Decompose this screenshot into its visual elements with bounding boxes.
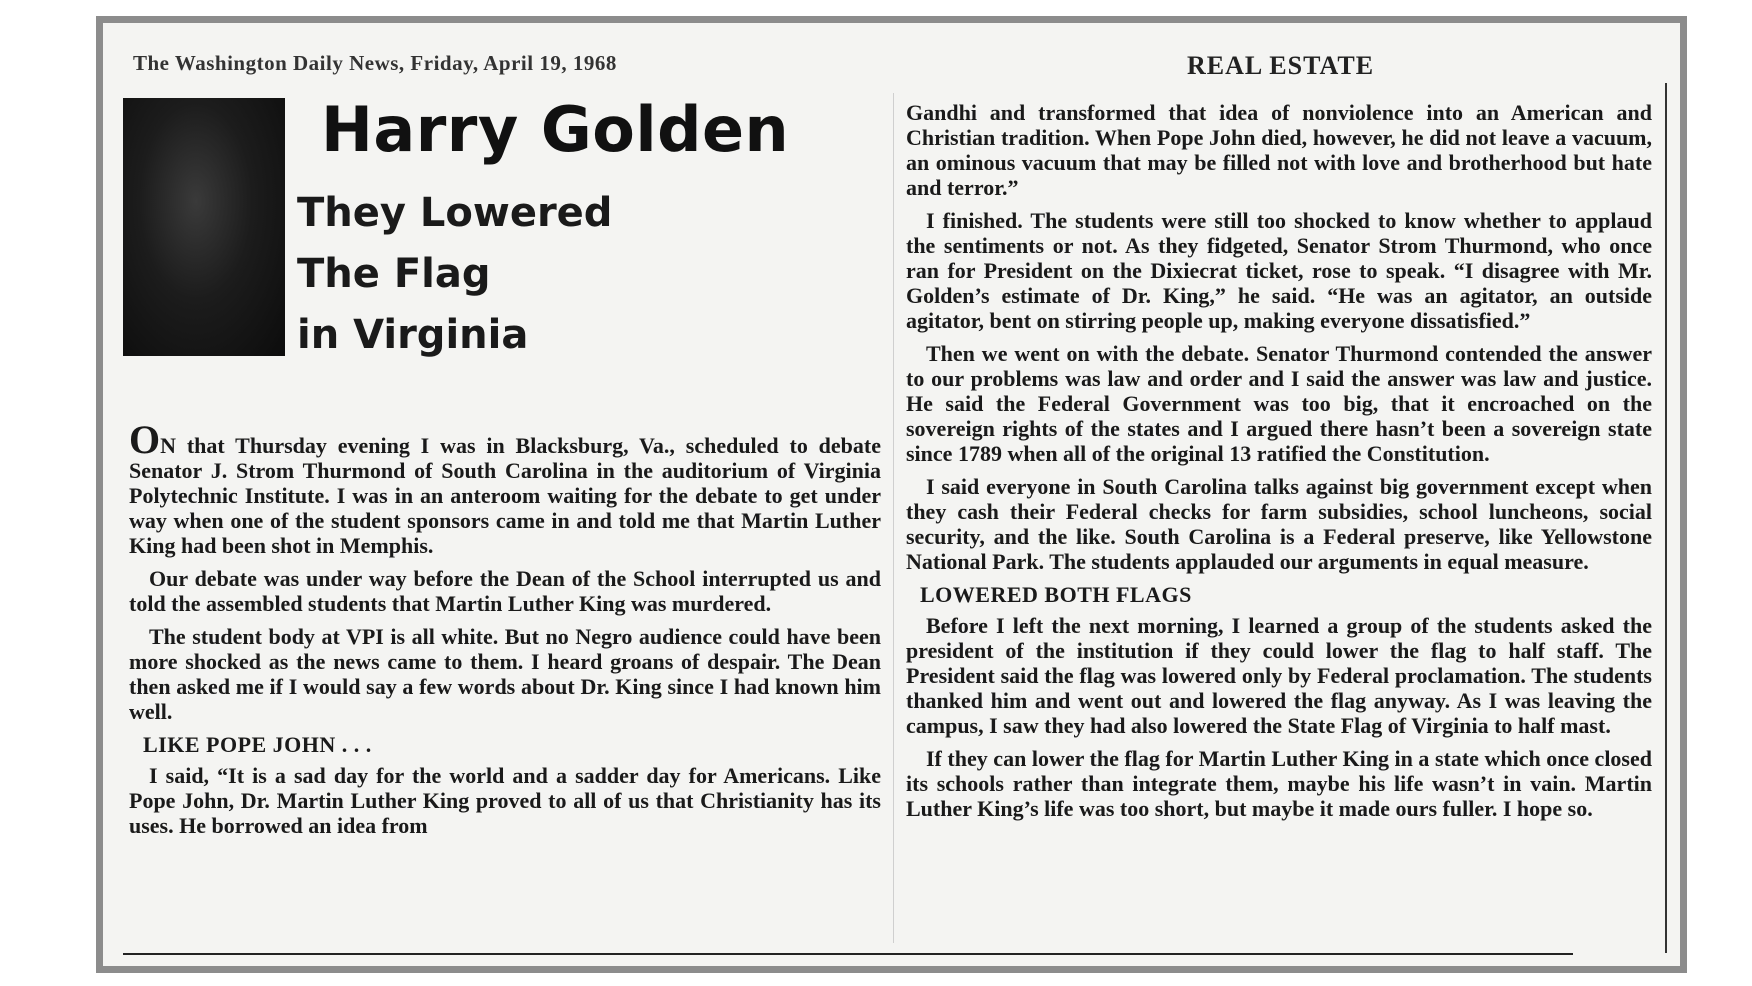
right-paragraph-4: I said everyone in South Carolina talks against big government except when they cash their Federal checks for farm subsidies, school luncheons, social security, and the like. South Carolina is a Federal preserve, like Yellowstone National Park. The students applauded our arguments in equal measure. xyxy=(906,474,1652,574)
right-paragraph-2: I finished. The students were still too shocked to know whether to applaud the sentiments or not. As they fidgeted, Senator Strom Thurmond, who once ran for President on the Dixiecrat ticket, rose to speak. “I disagree with Mr. Golden’s estimate of Dr. King,” he said. “He was an agitator, an outside agitator, bent on stirring people up, making everyone dissatisfied.” xyxy=(906,208,1652,333)
headline-line-2: The Flag xyxy=(297,251,491,297)
left-paragraph-1-text: N that Thursday evening I was in Blacksburg, Va., scheduled to debate Senator J. Strom Thurmond of South Carolina in the auditorium of Virginia Polytechnic Institute. I was in an anteroom waiting for the debate to get under way when one of the student sponsors came in and told me that Martin Luther King had been shot in Memphis. xyxy=(129,433,881,558)
left-paragraph-4: I said, “It is a sad day for the world and a sadder day for Americans. Like Pope John, Dr. Martin Luther King proved to all of us that Christianity has its uses. He borrowed an idea from xyxy=(129,763,881,838)
bottom-rule xyxy=(123,953,1573,955)
left-paragraph-3: The student body at VPI is all white. But no Negro audience could have been more shocked as the news came to them. I heard groans of despair. The Dean then asked me if I would say a few words about Dr. King since I had known him well. xyxy=(129,624,881,724)
left-paragraph-1 xyxy=(129,417,881,558)
right-paragraph-6: If they can lower the flag for Martin Luther King in a state which once closed its schools rather than integrate them, maybe his life wasn’t in vain. Martin Luther King’s life was too short, but maybe it made ours fuller. I hope so. xyxy=(906,746,1652,821)
headline xyxy=(297,183,612,366)
byline: Harry Golden xyxy=(321,93,790,166)
newspaper-clipping xyxy=(96,16,1687,973)
dateline: The Washington Daily News, Friday, April 19, 1968 xyxy=(133,51,617,75)
headline-line-3: in Virginia xyxy=(297,312,529,358)
headline-line-1: They Lowered xyxy=(297,190,613,236)
subhead-lowered-both-flags: LOWERED BOTH FLAGS xyxy=(920,582,1192,607)
column-divider xyxy=(893,93,894,943)
right-column xyxy=(906,100,1652,829)
right-paragraph-3: Then we went on with the debate. Senator Thurmond contended the answer to our problems was law and order and I said the answer was law and justice. He said the Federal Government was too big, that it encroached on the sovereign rights of the states and I argued there hasn’t been a sovereign state since 1789 when all of the original 13 ratified the Constitution. xyxy=(906,341,1652,466)
section-header: REAL ESTATE xyxy=(1187,51,1375,80)
left-column xyxy=(129,417,881,846)
subhead-like-pope-john: LIKE POPE JOHN . . . xyxy=(143,732,372,757)
right-paragraph-1: Gandhi and transformed that idea of nonviolence into an American and Christian tradition. When Pope John died, however, he did not leave a vacuum, an ominous vacuum that may be filled not with love and brotherhood but hate and terror.” xyxy=(906,100,1652,200)
left-paragraph-2: Our debate was under way before the Dean of the School interrupted us and told the assembled students that Martin Luther King was murdered. xyxy=(129,566,881,616)
author-photo xyxy=(123,98,285,356)
drop-cap: O xyxy=(129,417,161,462)
right-border-rule xyxy=(1665,83,1667,953)
right-paragraph-5: Before I left the next morning, I learned a group of the students asked the president of the institution if they could lower the flag to half staff. The President said the flag was lowered only by Federal proclamation. The students thanked him and went out and lowered the flag anyway. As I was leaving the campus, I saw they had also lowered the State Flag of Virginia to half mast. xyxy=(906,613,1652,738)
